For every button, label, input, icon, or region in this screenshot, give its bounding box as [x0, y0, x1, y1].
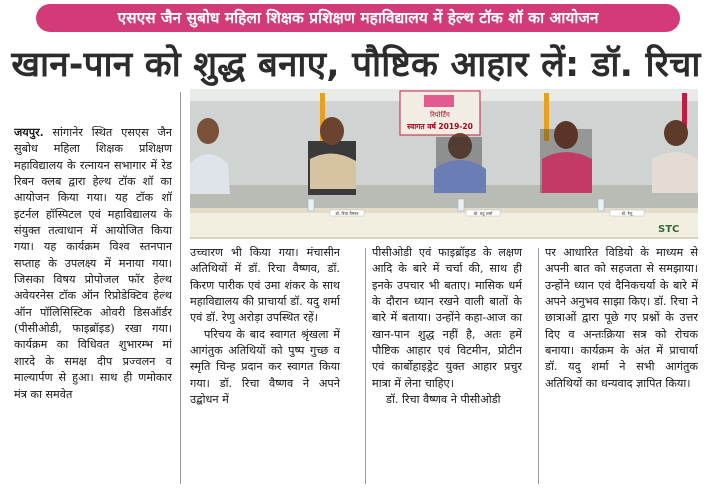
- article-column-2: [190, 245, 340, 485]
- column-divider: [538, 248, 539, 484]
- stage-banner-line1: रिपोर्टिंग: [430, 111, 450, 119]
- name-plate-1: डॉ. रिचा वैष्णव: [335, 211, 359, 216]
- name-plate-2: डॉ. यदु शर्मा: [473, 211, 493, 216]
- dateline: जयपुर.: [14, 125, 44, 139]
- article-text-2b: परिचय के बाद स्वागत श्रृंखला में आगंतुक अतिथियों को पुष्प गुच्छ व स्मृति चिन्ह प्रदान कर स्वागत किया गया। डॉ. रिचा वैष्णव ने अपने उद्बोधन में: [190, 327, 340, 407]
- name-plate-3: डॉ. रेणु: [621, 211, 633, 216]
- article-text-1: सांगानेर स्थित एसएस जैन सुबोध महिला शिक्षक प्रशिक्षण महाविद्यालय के रत्नायन सभागार में रेड रिबन क्लब द्वारा हेल्थ टॉक शॉ का आयोजन किया गया। यह टॉक शॉ इटर्नल हॉस्पिटल एवं महाविद्यालय के संयुक्त तत्वाधान में आयोजित किया गया। यह कार्यक्रम विश्व स्तनपान सप्ताह के उपलक्ष्य में मनाया गया। जिसका विषय प्रोपोजल फॉर हेल्थ अवेयरनेस टॉक ऑन रिप्रोडेक्टिव हेल्थ ऑन पॉलिसिस्टिक ओवरी डिसऑर्डर (पीसीओडी, फाइब्रॉइड) रखा गया। कार्यक्रम का विधिवत शुभारम्भ मां शारदे के समक्ष दीप प्रज्वलन व माल्यार्पण से हुआ। साथ ही णमोकार मंत्र का समवेत: [14, 126, 172, 401]
- section-banner: एसएस जैन सुबोध महिला शिक्षक प्रशिक्षण महाविद्यालय में हेल्थ टॉक शॉ का आयोजन: [36, 4, 680, 32]
- page-title: खान-पान को शुद्ध बनाए, पौष्टिक आहार लें: डॉ. रिचा: [11, 45, 701, 85]
- article-column-1: [14, 124, 172, 486]
- table-logo: STC: [658, 224, 680, 235]
- article-text-4: पर आधारित विडियो के माध्यम से अपनी बात को सहजता से समझाया। उन्होंने ध्यान एवं दैनिकचर्या के बारे में अपने अनुभव साझा किए। डॉ. रिचा ने छात्राओं द्वारा पूछे गए प्रश्नों के उत्तर दिए व अन्तःक्रिया सत्र को रोचक बनाया। कार्यक्रम के अंत में प्राचार्या डॉ. यदु शर्मा ने सभी आगंतुक अतिथियों का धन्यवाद ज्ञापित किया।: [545, 246, 698, 390]
- article-column-4: [545, 245, 698, 485]
- article-text-3b: डॉ. रिचा वैष्णव ने पीसीओडी: [386, 393, 501, 407]
- column-divider: [180, 92, 181, 484]
- person-3: [434, 133, 486, 193]
- article-text-2a: उच्चारण भी किया गया। मंचासीन अतिथियों में डॉ. रिचा वैष्णव, डॉ. किरण पारीक एवं उमा शंकर के साथ महाविद्यालय की प्राचार्या डॉ. यदु शर्मा एवं डॉ. रेणु अरोड़ा उपस्थित रहें।: [190, 246, 340, 325]
- column-divider: [365, 248, 366, 484]
- person-4: [540, 121, 592, 193]
- stage-banner-line2: स्वागत वर्ष 2019-20: [407, 122, 473, 131]
- event-photo: [190, 89, 698, 239]
- article-column-3: [372, 245, 522, 485]
- article-text-3a: पीसीओडी एवं फाइब्रॉइड के लक्षण आदि के बारे में चर्चा की, साथ ही इनके उपचार भी बताए। मासिक धर्म के दौरान ध्यान रखने वाली बातों के बारे में बताया। उन्होंने कहा-आज का खान-पान शुद्ध नहीं है, अतः हमें पौष्टिक आहार एवं विटमीन, प्रोटीन एवं कार्बोहाइड्रेट युक्त आहार प्रचुर मात्रा में लेना चाहिए।: [372, 246, 522, 390]
